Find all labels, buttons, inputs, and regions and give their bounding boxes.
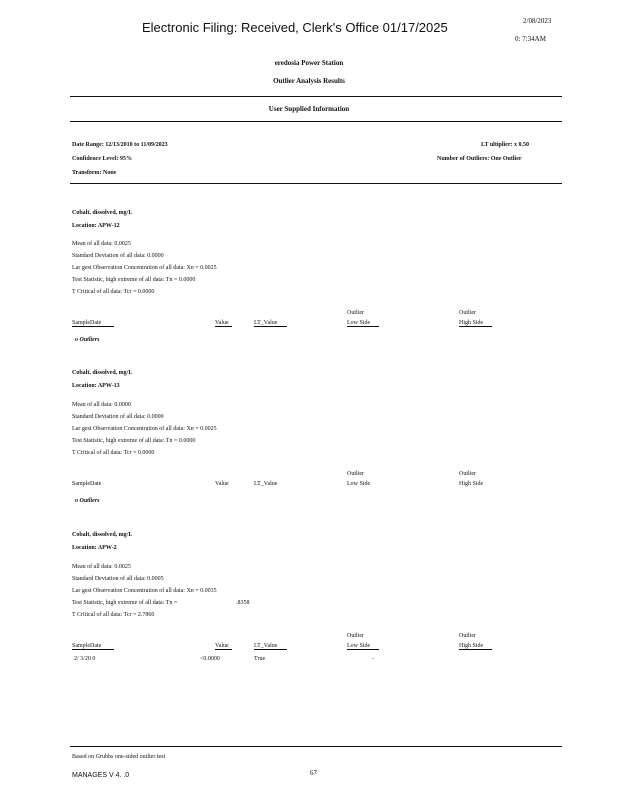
- t-critical-stat: T Critical of all data: Tcr = 2.7860: [72, 612, 155, 618]
- col-outlier-low: Outlier: [347, 310, 364, 316]
- location-label: Location: APW-2: [72, 545, 117, 551]
- t-critical-stat: T Critical of all data: Tcr = 0.0000: [72, 289, 155, 295]
- largest-observation-stat: Lar gest Observation Concentration of all data: Xn = 0.0035: [72, 588, 217, 594]
- col-high-side: High Side: [459, 320, 492, 327]
- t-critical-stat: T Critical of all data: Tcr = 0.0000: [72, 450, 155, 456]
- std-dev-stat: Standard Deviation of all data: 0.0000: [72, 253, 164, 259]
- date-range: Date Range: 12/13/2010 to 11/09/2023: [72, 142, 168, 148]
- largest-observation-stat: Lar gest Observation Concentration of all data: Xn = 0.0025: [72, 426, 217, 432]
- row-lt-value: True: [254, 656, 266, 662]
- test-statistic: Test Statistic, high extreme of all data: Tn =: [72, 600, 178, 606]
- header-rule: [70, 96, 562, 97]
- col-high-side: High Side: [459, 481, 484, 487]
- col-value: Value: [215, 643, 232, 650]
- no-outliers-note: o Outliers: [75, 337, 100, 343]
- col-outlier-low: Outlier: [347, 633, 364, 639]
- subtitle-rule: [70, 121, 562, 122]
- col-high-side: High Side: [459, 643, 492, 650]
- mean-stat: Mean of all data: 0.0025: [72, 241, 131, 247]
- col-lt-value: LT_Value: [254, 643, 287, 650]
- print-date: 2/08/2023: [523, 17, 552, 25]
- mean-stat: Mean of all data: 0.0000: [72, 402, 131, 408]
- col-outlier-high: Outlier: [459, 471, 476, 477]
- row-value: <0.0000: [200, 656, 220, 662]
- lt-multiplier: LT ultiplier: x 0.50: [481, 142, 530, 148]
- location-label: Location: APW-12: [72, 223, 120, 229]
- row-sample-date: 2/ 3/20 0: [74, 656, 96, 662]
- location-label: Location: APW-13: [72, 383, 120, 389]
- no-outliers-note: o Outliers: [75, 498, 100, 504]
- footer-rule: [70, 746, 562, 747]
- col-outlier-low: Outlier: [347, 471, 364, 477]
- col-sample-date: SampleDate: [72, 320, 114, 327]
- params-rule: [70, 183, 562, 184]
- station-name: eredosia Power Station: [274, 59, 344, 67]
- transform: Transform: None: [72, 170, 117, 176]
- col-sample-date: SampleDate: [72, 481, 102, 487]
- print-time: 0: 7:34AM: [515, 35, 546, 43]
- number-of-outliers: Number of Outliers: One Outlier: [437, 156, 522, 162]
- test-statistic-value: .8358: [236, 600, 250, 606]
- col-sample-date: SampleDate: [72, 643, 114, 650]
- std-dev-stat: Standard Deviation of all data: 0.0000: [72, 414, 164, 420]
- col-value: Value: [215, 481, 229, 487]
- analyte-name: Cobalt, dissolved, mg/L: [72, 370, 133, 376]
- largest-observation-stat: Lar gest Observation Concentration of all data: Xn = 0.0025: [72, 265, 217, 271]
- confidence-level: Confidence Level: 95%: [72, 156, 132, 162]
- col-low-side: Low Side: [347, 320, 379, 327]
- test-statistic: Test Statistic, high extreme of all data: Tn = 0.0000: [72, 277, 196, 283]
- col-lt-value: LT_Value: [254, 320, 287, 327]
- col-outlier-high: Outlier: [459, 633, 476, 639]
- page-number: 67: [310, 769, 317, 777]
- col-value: Value: [215, 320, 232, 327]
- report-subtitle: User Supplied Information: [268, 105, 350, 113]
- report-title: Outlier Analysis Results: [273, 77, 345, 85]
- mean-stat: Mean of all data: 0.0025: [72, 564, 131, 570]
- analyte-name: Cobalt, dissolved, mg/L: [72, 210, 133, 216]
- footer-note: Based on Grubbs one-sided outlier test: [72, 754, 166, 760]
- software-version: MANAGES V 4. .0: [72, 772, 130, 779]
- col-outlier-high: Outlier: [459, 310, 476, 316]
- col-lt-value: LT_Value: [254, 481, 278, 487]
- col-low-side: Low Side: [347, 481, 371, 487]
- row-high-side: -: [372, 656, 374, 662]
- std-dev-stat: Standard Deviation of all data: 0.0005: [72, 576, 164, 582]
- filing-stamp: Electronic Filing: Received, Clerk's Office 01/17/2025: [142, 20, 448, 35]
- analyte-name: Cobalt, dissolved, mg/L: [72, 532, 133, 538]
- test-statistic: Test Statistic, high extreme of all data: Tn = 0.0000: [72, 438, 196, 444]
- col-low-side: Low Side: [347, 643, 379, 650]
